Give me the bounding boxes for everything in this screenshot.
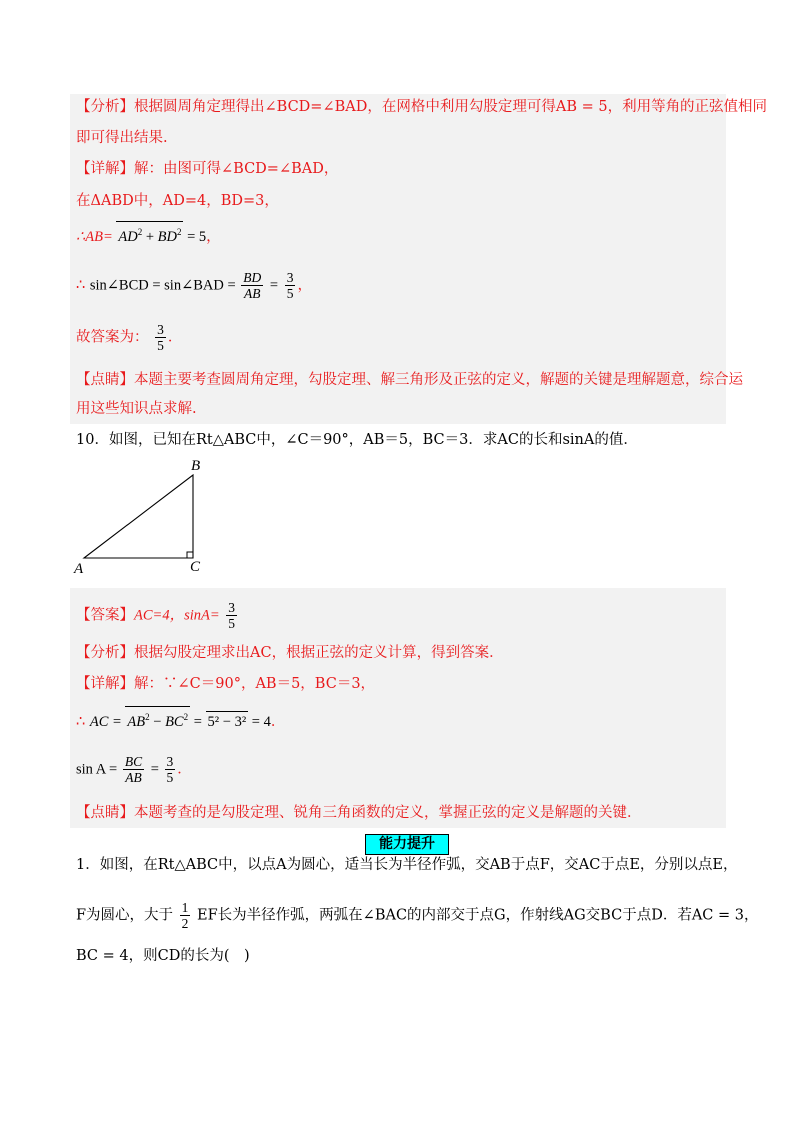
q10-triangle-figure xyxy=(70,455,220,580)
q9-ab-equation: ∴AB= $AD^2 + BD^2 = 5$， xyxy=(76,221,221,247)
q9-fraction-bd-ab: $\frac{BD}{AB}$ xyxy=(243,270,262,301)
q9-comment: 【点睛】本题主要考查圆周角定理，勾股定理、解三角形及正弦的定义，解题的关键是理解题意，综合运 xyxy=(76,372,743,388)
q10-question: 10．如图，已知在Rt△ABC中，∠C＝90°，AB＝5，BC＝3．求AC的长和sinA的值． xyxy=(76,432,638,448)
q1-line3: BC = 4，则CD的长为( ) xyxy=(76,948,250,964)
vertex-label-b: B xyxy=(191,458,201,474)
q10-ac-equation: ∴ AC = $AB^2 - BC^2 = 5^2 - 3^2 = 4$． xyxy=(76,706,285,732)
q10-answer: 【答案】AC=4，sinA= $\frac{3}{5}$ xyxy=(76,600,235,631)
q1-fraction-half: $\frac{1}{2}$ xyxy=(181,900,189,931)
q9-triangle-line: 在ΔABD中，AD=4，BD=3， xyxy=(76,193,279,209)
q9-answer-fraction: $\frac{3}{5}$ xyxy=(157,322,164,353)
vertex-label-a: A xyxy=(74,561,84,577)
q9-fraction-3-5: $\frac{3}{5}$ xyxy=(286,270,294,301)
q9-answer: 故答案为： $\frac{3}{5}$ ． xyxy=(76,322,183,353)
q9-comment-cont: 用这些知识点求解. xyxy=(76,401,197,417)
triangle-abc xyxy=(84,475,193,558)
q1-line1: 1．如图，在Rt△ABC中，以点A为圆心，适当长为半径作弧，交AB于点F，交AC于点E，分别以点E， xyxy=(76,857,738,873)
q9-analysis: 【分析】根据圆周角定理得出∠BCD=∠BAD，在网格中利用勾股定理可得AB = 5，利用等角的正弦值相同 xyxy=(76,99,768,115)
q9-analysis-cont: 即可得出结果. xyxy=(76,130,168,146)
q10-sin-equation: sin A = $\frac{BC}{AB}$ = $\frac{3}{5}$ ． xyxy=(76,754,192,785)
q1-line2: F为圆心，大于 $\frac{1}{2}$ EF长为半径作弧，两弧在∠BAC的内部交于点G，作射线AG交BC于点D．若AC = 3， xyxy=(76,900,759,931)
q10-analysis: 【分析】根据勾股定理求出AC，根据正弦的定义计算，得到答案． xyxy=(76,645,504,661)
right-angle-mark xyxy=(187,552,193,558)
q9-detail-intro: 【详解】解：由图可得∠BCD=∠BAD， xyxy=(76,161,339,177)
q10-fraction-3-5: $\frac{3}{5}$ xyxy=(166,754,174,785)
q10-fraction-bc-ab: $\frac{BC}{AB}$ xyxy=(124,754,143,785)
q10-detail: 【详解】解：∵∠C＝90°，AB＝5，BC＝3， xyxy=(76,676,376,692)
q9-sin-equation: ∴ sin∠BCD = sin∠BAD = $\frac{BD}{AB}$ = $\frac{3}{5}$ ， xyxy=(76,270,312,301)
section-heading: 能力提升 xyxy=(365,834,449,855)
vertex-label-c: C xyxy=(190,559,201,575)
q10-comment: 【点睛】本题考查的是勾股定理、锐角三角函数的定义，掌握正弦的定义是解题的关键． xyxy=(76,805,642,821)
q10-answer-fraction: $\frac{3}{5}$ xyxy=(228,600,235,631)
